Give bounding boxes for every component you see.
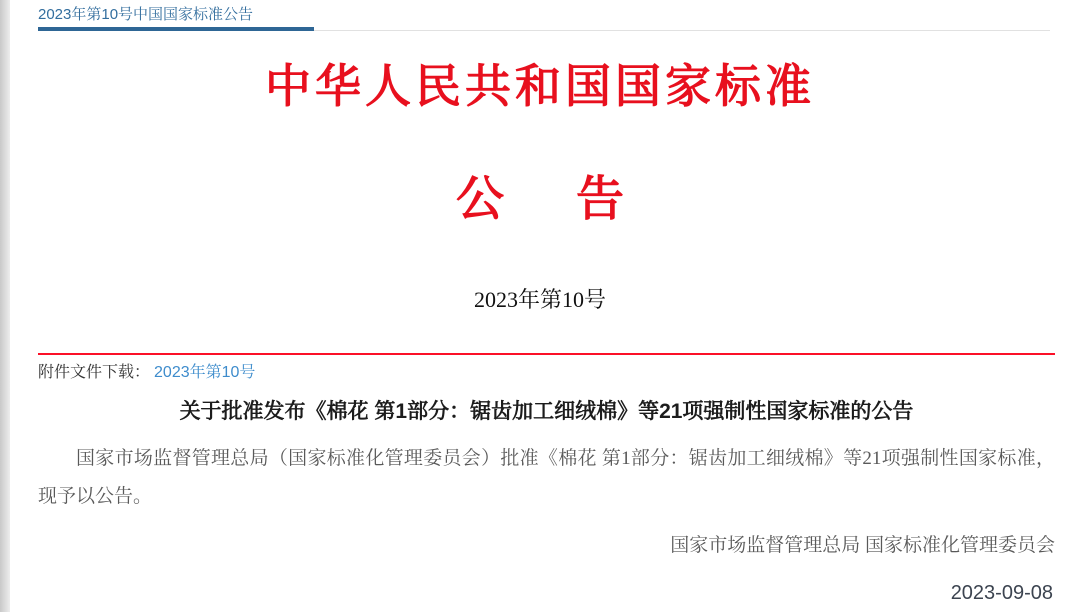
announcement-heading: 关于批准发布《棉花 第1部分：锯齿加工细绒棉》等21项强制性国家标准的公告 — [179, 400, 914, 423]
attachment-download-link[interactable]: 2023年第10号 — [154, 364, 256, 381]
document-subtitle: 公 告 — [455, 173, 636, 226]
red-divider-line — [38, 353, 1055, 355]
announcement-body-paragraph: 国家市场监督管理总局（国家标准化管理委员会）批准《棉花 第1部分：锯齿加工细绒棉》等21项强制性国家标准，现予以公告。 — [38, 448, 1055, 507]
attachment-label: 附件文件下载： — [38, 364, 151, 381]
announcement-signature: 国家市场监督管理总局 国家标准化管理委员会 — [670, 535, 1055, 556]
tab-active-underline — [38, 27, 314, 31]
attachment-row — [38, 359, 255, 382]
tab-announcement-title[interactable]: 2023年第10号中国国家标准公告 — [38, 6, 254, 23]
document-title: 中华人民共和国国家标准 — [265, 61, 815, 112]
issue-number: 2023年第10号 — [473, 287, 606, 312]
announcement-date: 2023-09-08 — [950, 582, 1053, 604]
